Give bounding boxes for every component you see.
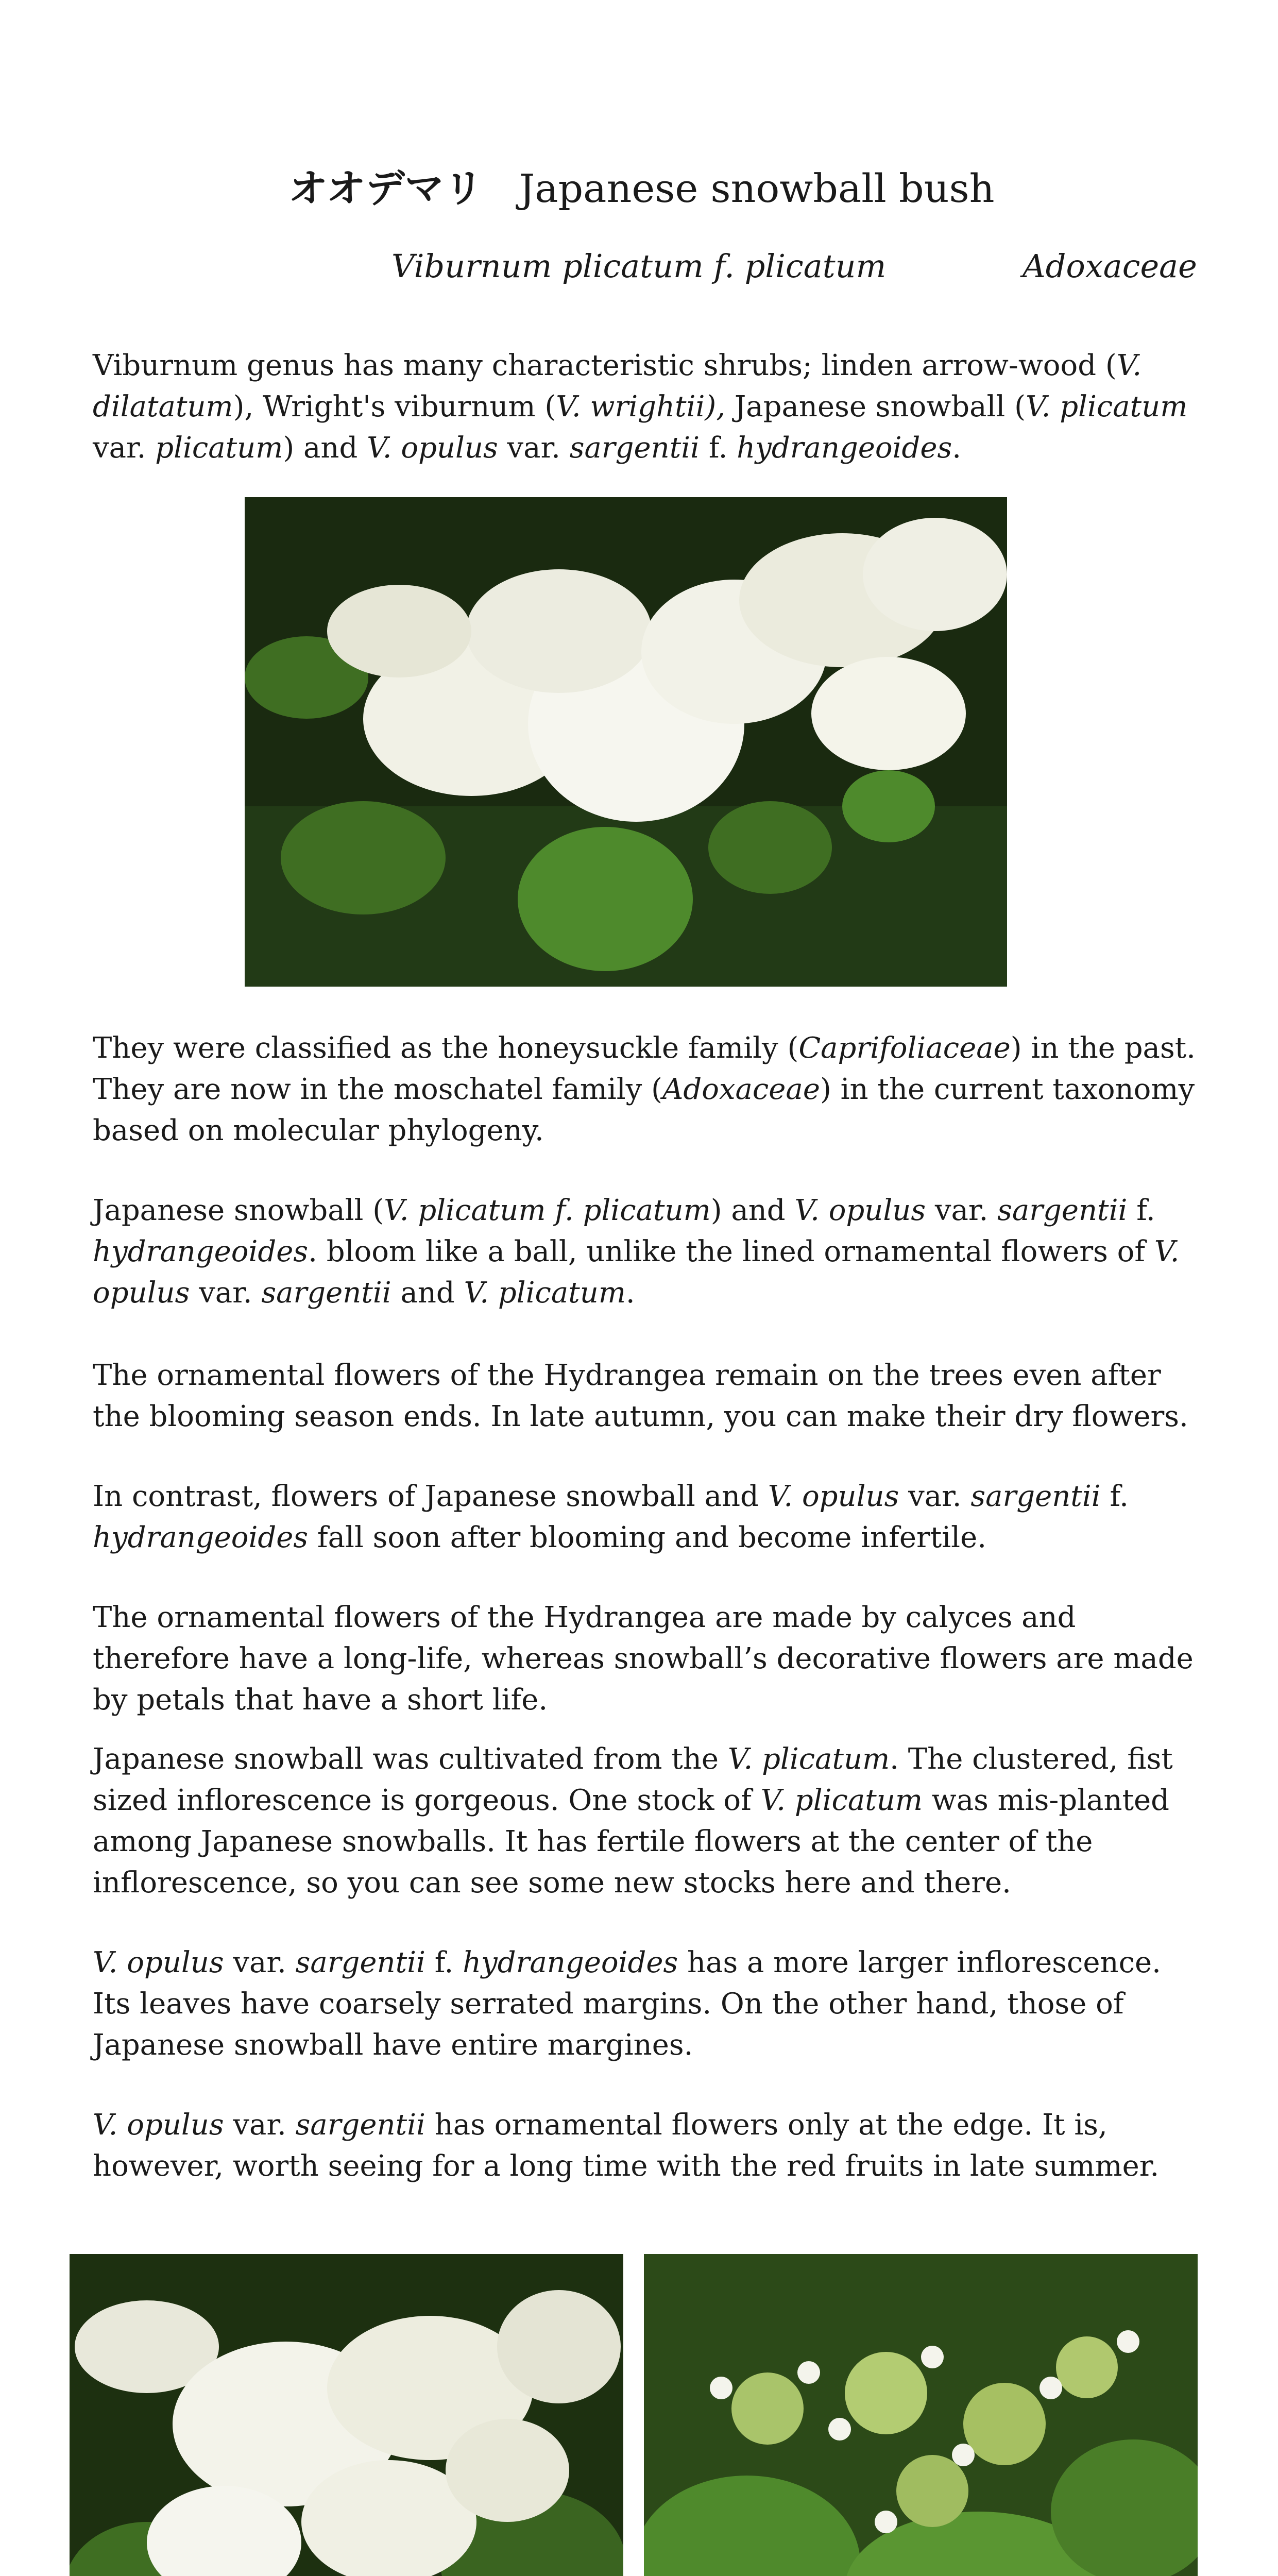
text-span: Japanese snowball was cultivated from the <box>93 1742 728 1776</box>
species-name: hydrangeoides <box>93 1521 309 1554</box>
species-name: V. plicatum <box>760 1784 923 1817</box>
text-span: fall soon after blooming and become infertile. <box>308 1521 987 1554</box>
text-span: ) and <box>283 431 367 465</box>
text-span: The ornamental flowers of the Hydrangea remain on the trees even after the blooming season ends. In late autumn, you can make their dry flowers. <box>93 1359 1188 1433</box>
family-name-italic: Adoxaceae <box>662 1073 820 1106</box>
bloom-shape-paragraph <box>93 1190 1200 1314</box>
lacecap-photo <box>644 2254 1198 2576</box>
text-span: f. <box>1100 1480 1129 1513</box>
text-span: var. <box>498 431 570 465</box>
species-name: V. plicatum f. plicatum <box>384 1194 711 1227</box>
text-span: has ornamental flowers only at the edge. It is, however, worth seeing for a long time with the red fruits in late summer. <box>93 2108 1160 2183</box>
species-name: V. dilatatum <box>93 349 1142 423</box>
text-span: var. <box>190 1276 262 1310</box>
species-name: V. opulus <box>93 1235 1180 1310</box>
text-span: var. <box>899 1480 971 1513</box>
text-span: ) and <box>710 1194 795 1227</box>
inflorescence-paragraph <box>93 1942 1200 2066</box>
text-span: ) in the current taxonomy based on molecular phylogeny. <box>93 1073 1195 1147</box>
family-name-italic: Caprifoliaceae <box>798 1031 1011 1065</box>
calyces-paragraph <box>93 1597 1200 1721</box>
text-span: In contrast, flowers of Japanese snowball and <box>93 1480 768 1513</box>
species-name: V. plicatum <box>1025 390 1188 423</box>
text-span: var. <box>224 1946 296 1979</box>
text-span: . bloom like a ball, unlike the lined ornamental flowers of <box>308 1235 1154 1268</box>
text-span: ), Wright's viburnum ( <box>233 390 556 423</box>
species-name: V. opulus <box>93 2108 224 2142</box>
text-span: . <box>952 431 962 465</box>
species-name: sargentii <box>295 1946 425 1979</box>
species-name: sargentii <box>569 431 700 465</box>
hydrangea-dry-paragraph <box>93 1355 1200 1437</box>
species-name: sargentii <box>261 1276 391 1310</box>
scientific-name: Viburnum plicatum f. plicatum <box>391 247 887 285</box>
text-span: . <box>625 1276 635 1310</box>
hydrangea-photo <box>245 497 1007 987</box>
text-span: f. <box>425 1946 463 1979</box>
intro-paragraph <box>93 345 1200 469</box>
japanese-title: オオデマリ <box>288 165 483 211</box>
snowball-photo <box>70 2254 623 2576</box>
taxonomy-paragraph <box>93 1028 1200 1151</box>
species-name: hydrangeoides <box>93 1235 309 1268</box>
species-name: V. plicatum <box>727 1742 890 1776</box>
family-name: Adoxaceae <box>1023 247 1197 285</box>
species-name: sargentii <box>997 1194 1128 1227</box>
text-span: var. <box>926 1194 998 1227</box>
text-span: Viburnum genus has many characteristic shrubs; linden arrow-wood ( <box>93 349 1117 382</box>
species-name: plicatum <box>155 431 283 465</box>
species-name: V. opulus <box>93 1946 224 1979</box>
species-name: sargentii <box>970 1480 1101 1513</box>
english-title: Japanese snowball bush <box>519 165 995 211</box>
text-span: has a more larger inflorescence. Its leaves have coarsely serrated margins. On the other hand, those of Japanese snowball have entire margines. <box>93 1946 1161 2062</box>
text-span: ) in the past. They are now in the moschatel family ( <box>93 1031 1196 1106</box>
text-span: Japanese snowball ( <box>93 1194 384 1227</box>
text-span: Japanese snowball ( <box>725 390 1026 423</box>
species-name: V. opulus <box>367 431 498 465</box>
species-name: V. opulus <box>768 1480 899 1513</box>
text-span: and <box>391 1276 464 1310</box>
species-name: V. plicatum <box>464 1276 626 1310</box>
text-span: f. <box>700 431 737 465</box>
page-title <box>288 157 1061 213</box>
text-span: was mis-planted among Japanese snowballs. It has fertile flowers at the center of the inflorescence, so you can see some new stocks here and there. <box>93 1784 1170 1900</box>
text-span: var. <box>93 431 156 465</box>
text-span: var. <box>224 2108 296 2142</box>
species-name: sargentii <box>295 2108 425 2142</box>
text-span: The ornamental flowers of the Hydrangea are made by calyces and therefore have a long-life, whereas snowball’s decorative flowers are made by petals that have a short life. <box>93 1601 1194 1717</box>
red-fruits-paragraph <box>93 2105 1200 2187</box>
text-span: f. <box>1127 1194 1155 1227</box>
text-span: . The clustered, fist sized inflorescence is gorgeous. One stock of <box>93 1742 1173 1817</box>
text-span: They were classified as the honeysuckle family ( <box>93 1031 799 1065</box>
species-name: hydrangeoides <box>463 1946 678 1979</box>
cultivation-paragraph <box>93 1739 1200 1904</box>
species-name: hydrangeoides <box>737 431 952 465</box>
species-name: V. wrightii), <box>556 390 726 423</box>
contrast-paragraph <box>93 1476 1200 1558</box>
species-name: V. opulus <box>794 1194 926 1227</box>
